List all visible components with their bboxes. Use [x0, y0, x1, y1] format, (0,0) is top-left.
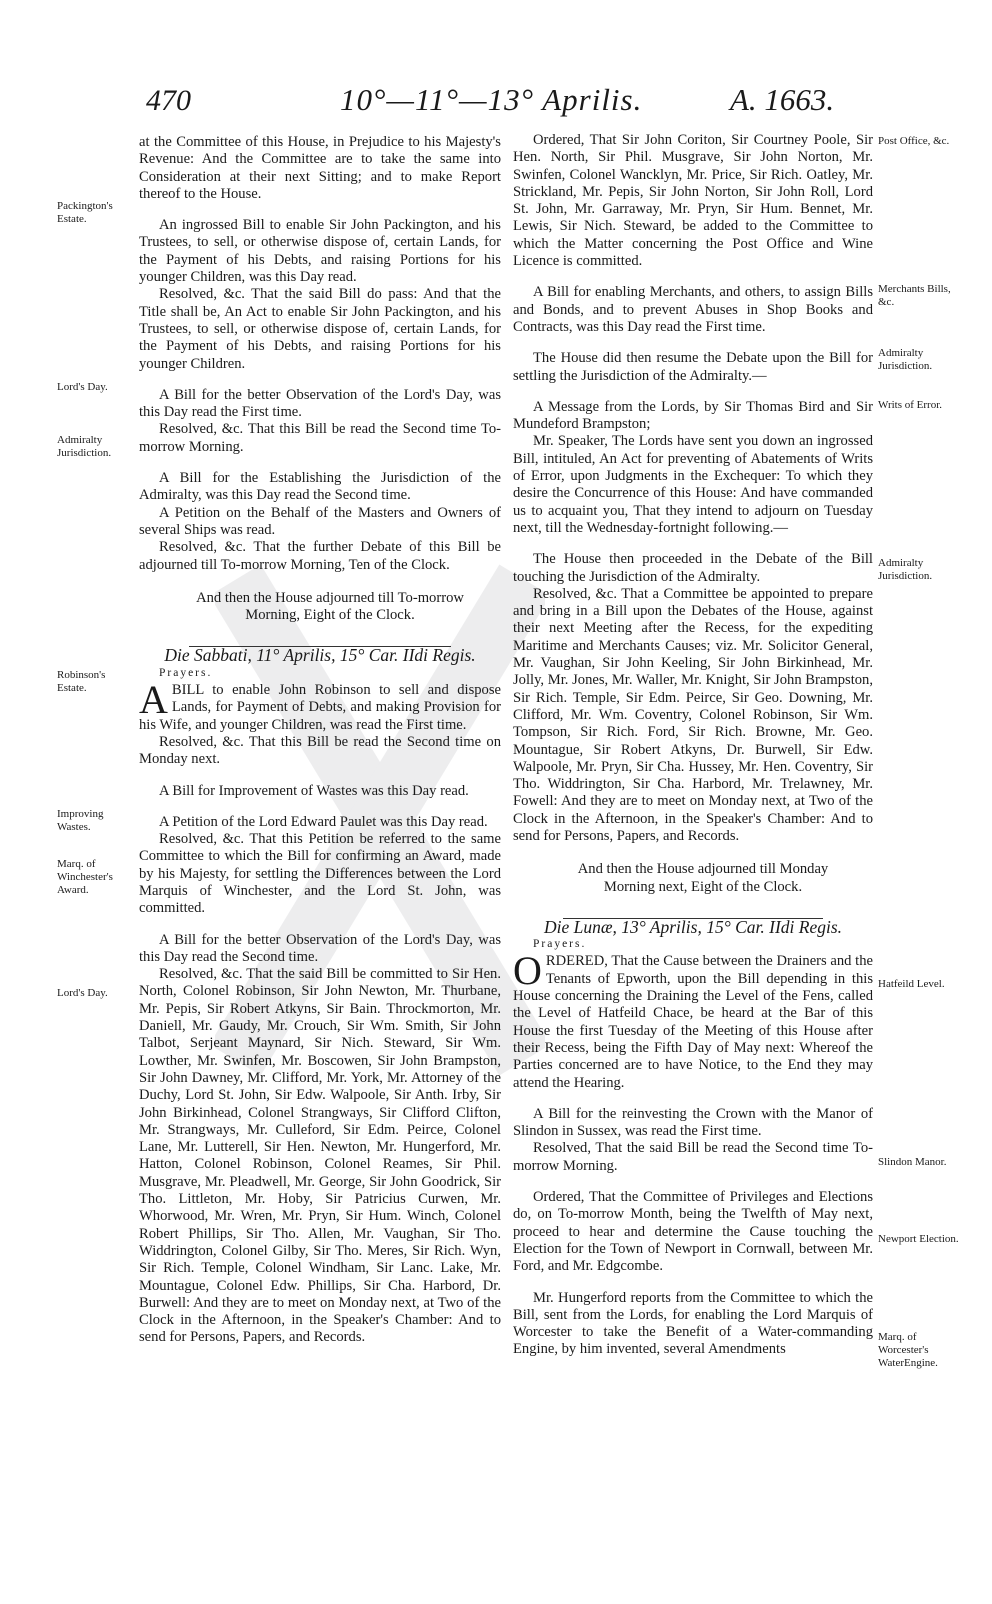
drop-cap: O: [513, 948, 542, 994]
adjournment: And then the House adjourned till To-morrow Morning, Eight of the Clock.: [196, 589, 464, 624]
paragraph: An ingrossed Bill to enable Sir John Packington, and his Trustees, to sell, or otherwise dispose of, certain Lands, for the Payment of his Debts, and raising Portions for his younger Children, was this Day read.: [139, 217, 501, 286]
margin-note: Improving Wastes.: [57, 808, 104, 833]
paragraph: at the Committee of this House, in Prejudice to his Majesty's Revenue: And the Committee are to take the same into Consideration at their next Sitting; and to make Report thereof to the House.: [139, 134, 501, 202]
day-heading: Die Lunæ, 13° Aprilis, 15° Car. IIdi Regis.: [543, 916, 843, 937]
paragraph: Mr. Speaker, The Lords have sent you down an ingrossed Bill, intituled, An Act for preventing of Abatements of Writs of Error, upon Judgments in the Exchequer: To which they desire the Concurrence of this House: And have commanded us to acquaint you, That they intend to adjourn on Tuesday next, till the Wednesday-fortnight following.—: [513, 433, 873, 536]
margin-note: Packington's Estate.: [57, 200, 113, 225]
margin-note: Marq. of Worcester's WaterEngine.: [878, 1331, 938, 1369]
day-heading: Die Sabbati, 11° Aprilis, 15° Car. IIdi Regis.: [164, 645, 476, 666]
prayers-label: Prayers.: [533, 938, 587, 951]
paragraph: A Petition of the Lord Edward Paulet was this Day read.: [159, 813, 488, 830]
margin-note: Admiralty Jurisdiction.: [878, 557, 933, 582]
margin-note: Admiralty Jurisdiction.: [57, 434, 112, 459]
margin-note: Lord's Day.: [57, 987, 108, 999]
margin-note: Robinson's Estate.: [57, 669, 106, 694]
page-number: 470: [146, 84, 191, 117]
running-header: [0, 84, 992, 128]
header-year: A. 1663.: [730, 82, 835, 117]
paragraph: Ordered, That Sir John Coriton, Sir Courtney Poole, Sir Hen. North, Sir Phil. Musgrave, Sir John Norton, Mr. Swinfen, Colonel Wancklyn, Mr. Price, Sir Rich. Oatley, Mr. Strickland, Mr. Pepis, Sir John Norton, Sir John Roll, Lord St. John, Mr. Garraway, Mr. Pryn, Sir Hum. Bennet, Mr. Lewis, Sir Nich. Steward, be added to the Committee to which the Matter concerning the Post Office and Wine Licence is committed.: [513, 132, 873, 270]
paragraph: [513, 948, 873, 1091]
paragraph: The House did then resume the Debate upon the Bill for settling the Jurisdiction of the Admiralty.—: [513, 350, 873, 384]
paragraph: Mr. Hungerford reports from the Committee to which the Bill, sent from the Lords, for enabling the Lord Marquis of Worcester to take the Benefit of a Water-commanding Engine, by him invented, several Amendments: [513, 1289, 873, 1358]
margin-note: Merchants Bills, &c.: [878, 283, 951, 308]
adjournment: And then the House adjourned till Monday Morning next, Eight of the Clock.: [577, 861, 829, 895]
paragraph: A Bill for the better Observation of the Lord's Day, was this Day read the First time.: [139, 386, 501, 421]
paragraph: A Bill for the Establishing the Jurisdiction of the Admiralty, was this Day read the Second time.: [139, 470, 501, 504]
margin-note: Newport Election.: [878, 1233, 959, 1245]
margin-note: Admiralty Jurisdiction.: [878, 347, 933, 372]
paragraph-text: RDERED, That the Cause between the Drainers and the Tenants of Epworth, upon the Bill depending in this House concerning the Draining the Level of the Fens, called the Level of Hatfeild Chace, be heard at the Bar of this House the first Tuesday of the Meeting of this House after their Recess, being the Fifth Day of May next: Whereof the Parties concerned are to have Notice, to the End they may attend the Hearing.: [513, 953, 873, 1091]
paragraph: A Message from the Lords, by Sir Thomas Bird and Sir Mundeford Brampston;: [513, 398, 873, 433]
paragraph: Resolved, That the said Bill be read the Second time To-morrow Morning.: [513, 1140, 873, 1174]
right-column: [513, 132, 873, 1359]
margin-note: Slindon Manor.: [878, 1156, 947, 1168]
paragraph: [139, 677, 501, 734]
paragraph: Resolved, &c. That the said Bill do pass: And that the Title shall be, An Act to enable Sir John Packington, and his Trustees, to sell, or otherwise dispose of, certain Lands, for the Payment of his Debts, and raising Portions for his younger Children.: [139, 286, 501, 372]
paragraph: Resolved, &c. That this Bill be read the Second time To-morrow Morning.: [139, 421, 501, 455]
paragraph: A Bill for the reinvesting the Crown with the Manor of Slindon in Sussex, was read the First time.: [513, 1105, 873, 1140]
drop-cap: A: [139, 677, 168, 723]
margin-note: Lord's Day.: [57, 381, 108, 393]
paragraph: Resolved, &c. That this Bill be read the Second time on Monday next.: [139, 733, 501, 768]
paragraph: Resolved, &c. That this Petition be referred to the same Committee to which the Bill for confirming an Award, made by his Majesty, for settling the Differences between the Lord Marquis of Winchester, and the Lord St. John, was committed.: [139, 831, 501, 917]
margin-note: Hatfeild Level.: [878, 978, 945, 990]
paragraph: A Bill for the better Observation of the Lord's Day, was this Day read the Second time.: [139, 931, 501, 965]
paragraph: A Petition on the Behalf of the Masters and Owners of several Ships was read.: [139, 504, 501, 538]
paragraph: A Bill for Improvement of Wastes was this Day read.: [159, 782, 469, 799]
paragraph: Resolved, &c. That a Committee be appointed to prepare and bring in a Bill upon the Debates of the House, against their next Meeting after the Recess, for the expediting Maritime and Merchants Causes; viz. Mr. Solicitor General, Mr. Vaughan, Sir John Keeling, Sir John Birkinhead, Mr. Jolly, Mr. Jones, Mr. Waller, Mr. Knight, Sir John Brampston, Sir Rich. Temple, Sir Edm. Peirce, Sir Geo. Downing, Mr. Clifford, Mr. Wm. Coventry, Colonel Robinson, Sir Wm. Tompson, Sir Rich. Ford, Sir Rich. Browne, Mr. Geo. Mountague, Sir Robert Atkyns, Dr. Burwell, Sir Edw. Walpoole, Mr. Pryn, Sir Cha. Hussey, Mr. Hen. Coventry, Sir Tho. Widdrington, Sir Cha. Harbord, Mr. Trelawney, Mr. Fowell: And they are to meet on Monday next, at Two of the Clock in the Afternoon, in the Speaker's Chamber: And to send for Persons, Papers, and Records.: [513, 585, 873, 844]
prayers-label: Prayers.: [159, 666, 213, 679]
paragraph: The House then proceeded in the Debate of the Bill touching the Jurisdiction of the Admiralty.: [513, 551, 873, 585]
margin-note: Post Office, &c.: [878, 135, 950, 147]
margin-note: Writs of Error.: [878, 399, 943, 411]
header-dates: 10°—11°—13° Aprilis.: [340, 82, 643, 117]
paragraph-text: BILL to enable John Robinson to sell and dispose Lands, for Payment of Debts, and making Provision for his Wife, and younger Children, was read the First time.: [139, 682, 501, 733]
paragraph: Resolved, &c. That the further Debate of this Bill be adjourned till To-morrow Morning, Ten of the Clock.: [139, 539, 501, 573]
paragraph: Resolved, &c. That the said Bill be committed to Sir Hen. North, Colonel Robinson, Sir John Newton, Mr. Thurbane, Mr. Pepis, Sir Robert Atkyns, Sir Bain. Throckmorton, Mr. Daniell, Mr. Gaudy, Mr. Crouch, Sir Wm. Smith, Sir John Talbot, Serjeant Maynard, Sir Nich. Steward, Sir Wm. Lowther, Mr. Swinfen, Mr. Boscowen, Sir John Brampston, Sir John Dawney, Mr. Clifford, Mr. York, Mr. Attorney of the Duchy, Lord St. John, Sir Edw. Walpoole, Sir Anth. Irby, Sir John Birkinhead, Colonel Strangways, Sir Clifford Clifton, Mr. Strangways, Mr. Culleford, Sir Edm. Peirce, Colonel Lane, Mr. Lutterell, Sir Hen. Newton, Mr. Hungerford, Mr. Hatton, Colonel Robinson, Colonel Reames, Sir Phil. Musgrave, Mr. Pleadwell, Mr. George, Sir John Goodrick, Sir Tho. Littleton, Mr. Hoby, Sir Patricius Curwen, Mr. Whorwood, Mr. Wren, Mr. Pryn, Sir Hum. Winch, Colonel Robert Phillips, Sir Tho. Allen, Mr. Vaughan, Sir Tho. Widdrington, Colonel Gilby, Sir Tho. Meres, Sir Rich. Wyn, Sir Rich. Temple, Colonel Windham, Sir Lanc. Lake, Mr. Mountague, Colonel Edw. Phillips, Sir Cha. Harbord, Dr. Burwell: And they are to meet on Monday next, at Two of the Clock in the Afternoon, in the Speaker's Chamber: And to send for Persons, Papers, and Records.: [139, 966, 501, 1346]
left-column: [139, 134, 501, 1347]
paragraph: Ordered, That the Committee of Privileges and Elections do, on To-morrow Month, being the Twelfth of May next, proceed to hear and determine the Cause touching the Election for the Town of Newport in Cornwall, between Mr. Ford, and Mr. Edgcombe.: [513, 1189, 873, 1275]
margin-note: Marq. of Winchester's Award.: [57, 858, 113, 896]
paragraph: A Bill for enabling Merchants, and others, to assign Bills and Bonds, and to prevent Abuses in Shop Books and Contracts, was this Day read the First time.: [513, 284, 873, 335]
